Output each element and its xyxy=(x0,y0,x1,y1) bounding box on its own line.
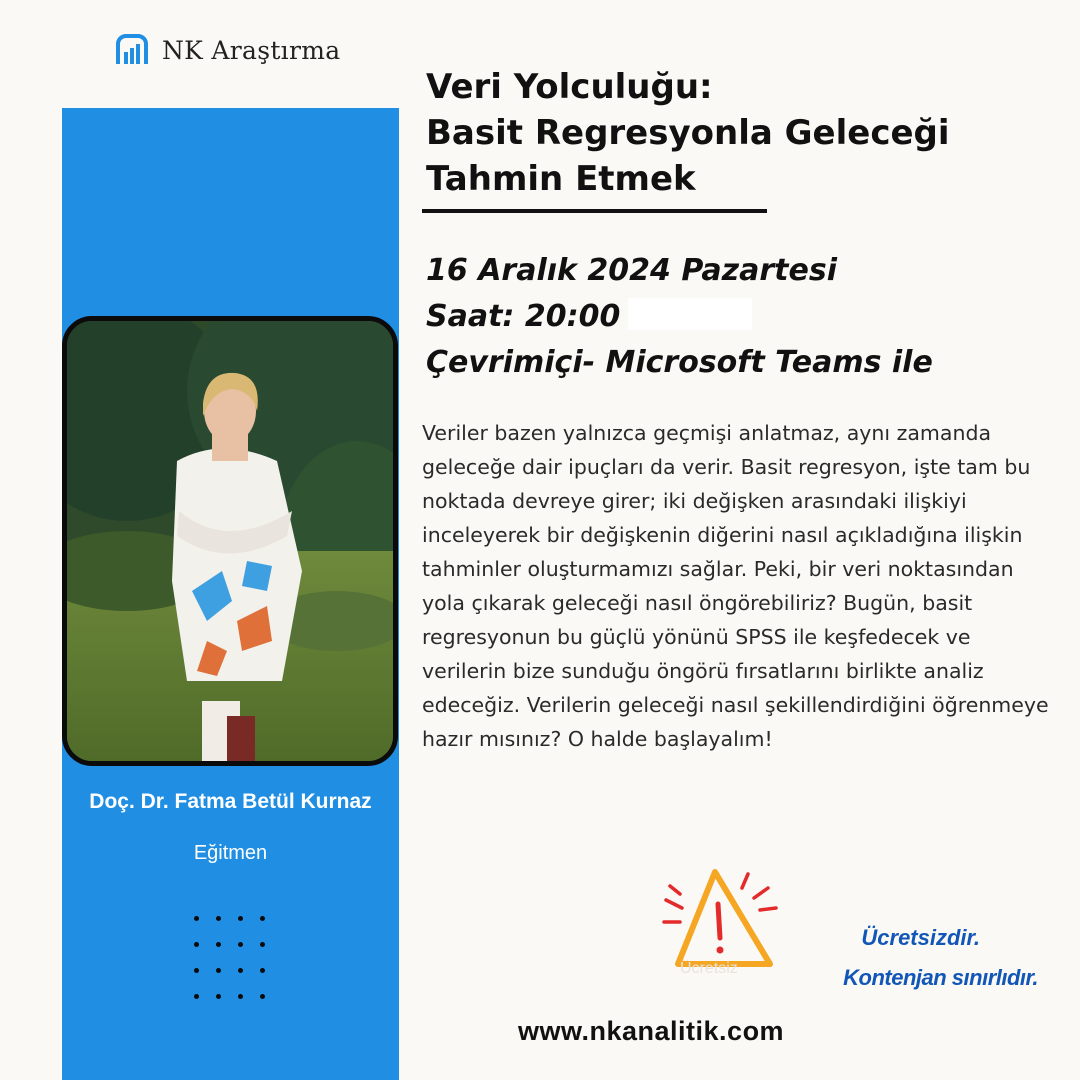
event-time: Saat: 20:00 xyxy=(426,299,621,334)
title-line-1: Veri Yolculuğu: xyxy=(426,67,713,107)
speaker-photo xyxy=(62,316,398,766)
website-link[interactable]: www.nkanalitik.com xyxy=(518,1016,785,1046)
speaker-name: Doç. Dr. Fatma Betül Kurnaz xyxy=(89,790,372,813)
brand-logo xyxy=(112,30,340,70)
speaker-role: Eğitmen xyxy=(193,842,268,864)
ghost-text: Ücretsiz xyxy=(680,960,738,977)
title-line-2: Basit Regresyonla Geleceği xyxy=(426,113,950,153)
brand-name: NK Araştırma xyxy=(162,35,341,65)
title-line-3: Tahmin Etmek xyxy=(426,159,696,199)
decorative-dots xyxy=(190,912,270,1002)
notice-text xyxy=(778,918,1038,998)
redaction-box xyxy=(628,298,752,330)
event-location: Çevrimiçi- Microsoft Teams ile xyxy=(426,345,933,380)
event-date: 16 Aralık 2024 Pazartesi xyxy=(426,253,837,288)
page-title xyxy=(426,64,1066,202)
title-underline xyxy=(422,209,767,213)
notice-free: Ücretsizdir. xyxy=(861,925,980,950)
event-description: Veriler bazen yalnızca geçmişi anlatmaz, aynı zamanda geleceğe dair ipuçları da verir. Basit regresyon, işte tam bu noktada devreye girer; iki değişken arasındaki ilişkiyi inceleyerek bir değişkenin diğerini nasıl açıkladığına ilişkin tahminler oluşturmamızı sağlar. Peki, bir veri noktasından yola çıkarak geleceği nasıl öngörebiliriz? Bugün, basit regresyonun bu güçlü yönünü SPSS ile keşfedecek ve verilerin bize sunduğu öngörü fırsatlarını birlikte analiz edeceğiz. Verilerin geleceği nasıl şekillendirdiğini öğrenmeye hazır mısınız? O halde başlayalım! xyxy=(422,421,1049,751)
notice-limited: Kontenjan sınırlıdır. xyxy=(843,965,1038,990)
bar-chart-logo-icon xyxy=(112,30,152,70)
